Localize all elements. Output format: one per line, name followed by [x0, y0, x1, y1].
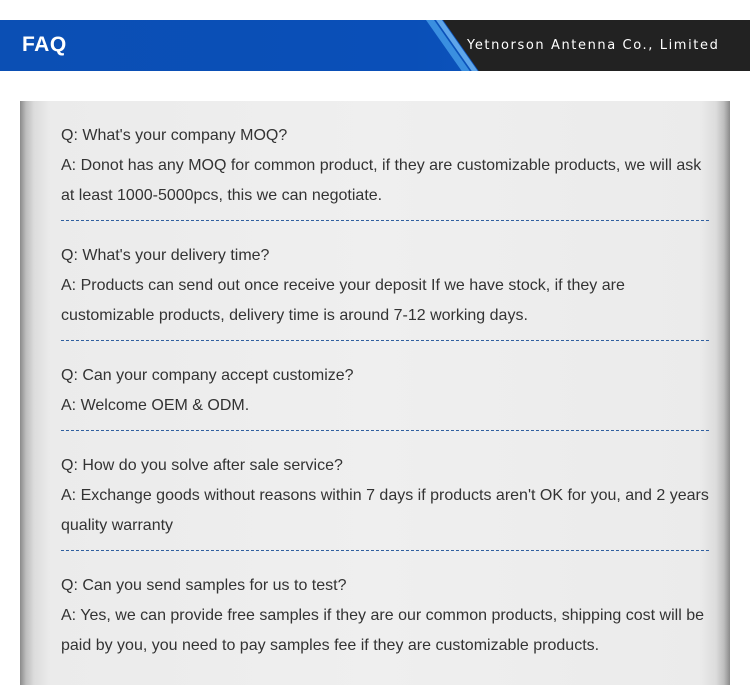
faq-item — [61, 361, 709, 431]
faq-question: Q: How do you solve after sale service? — [61, 457, 343, 474]
faq-question: Q: What's your company MOQ? — [61, 127, 288, 144]
faq-answer: A: Welcome OEM & ODM. — [61, 397, 250, 414]
faq-answer: A: Exchange goods without reasons within 7 days if products aren't OK for you, and 2 years quality warranty — [61, 487, 709, 534]
faq-item — [61, 571, 709, 670]
faq-header-banner — [0, 20, 750, 71]
faq-answer: A: Donot has any MOQ for common product, if they are customizable products, we will ask at least 1000-5000pcs, this we can negotiate. — [61, 157, 702, 204]
page-title: FAQ — [22, 33, 67, 56]
faq-item — [61, 241, 709, 341]
faq-list — [61, 121, 709, 685]
faq-answer: A: Yes, we can provide free samples if they are our common products, shipping cost will be paid by you, you need to pay samples fee if they are customizable products. — [61, 607, 704, 654]
faq-answer: A: Products can send out once receive your deposit If we have stock, if they are customizable products, delivery time is around 7-12 working days. — [61, 277, 625, 324]
faq-item — [61, 451, 709, 551]
company-name: Yetnorson Antenna Co., Limited — [467, 38, 720, 53]
faq-question: Q: Can your company accept customize? — [61, 367, 354, 384]
faq-question: Q: What's your delivery time? — [61, 247, 270, 264]
faq-question: Q: Can you send samples for us to test? — [61, 577, 347, 594]
faq-panel — [20, 101, 730, 685]
faq-item — [61, 121, 709, 221]
